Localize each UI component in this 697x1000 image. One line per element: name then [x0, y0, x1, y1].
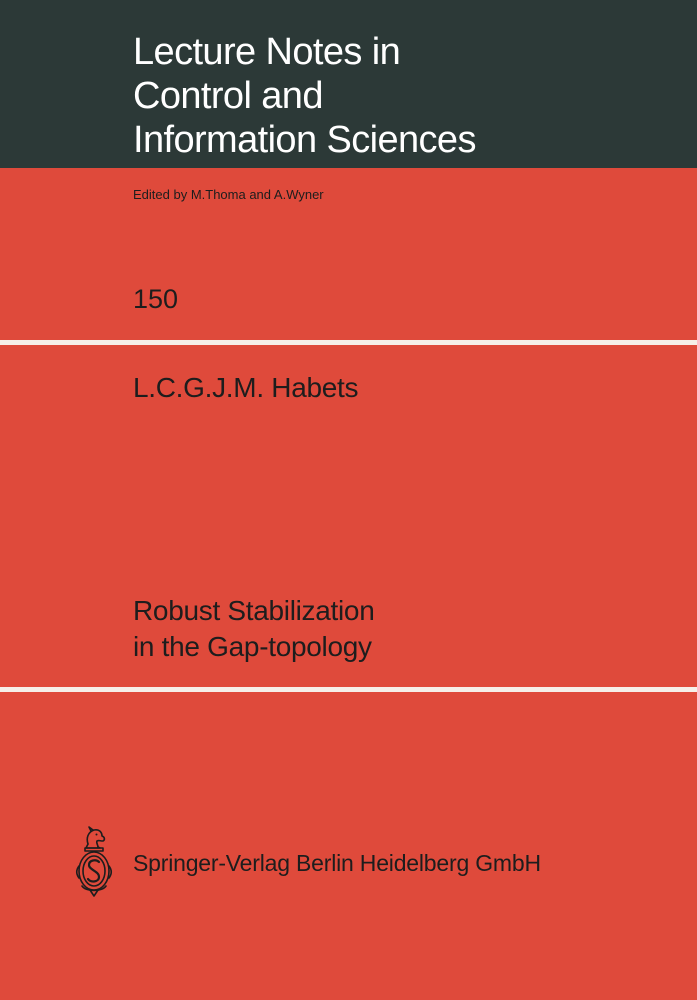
series-title-line: Lecture Notes in [133, 31, 401, 73]
author-name: L.C.G.J.M. Habets [133, 372, 359, 403]
book-title-line: Robust Stabilization [133, 595, 375, 626]
book-title-line: in the Gap-topology [133, 631, 372, 662]
series-editors: Edited by M.Thoma and A.Wyner [133, 187, 324, 202]
volume-number: 150 [133, 284, 179, 314]
book-title [133, 593, 374, 665]
series-title [133, 30, 476, 162]
springer-knight-logo-icon [72, 826, 116, 898]
series-title-line: Information Sciences [133, 119, 476, 161]
divider-rule-bottom [0, 687, 697, 692]
series-title-line: Control and [133, 75, 323, 117]
series-band [0, 0, 697, 168]
publisher-name: Springer-Verlag Berlin Heidelberg GmbH [133, 850, 541, 876]
divider-rule-top [0, 340, 697, 345]
